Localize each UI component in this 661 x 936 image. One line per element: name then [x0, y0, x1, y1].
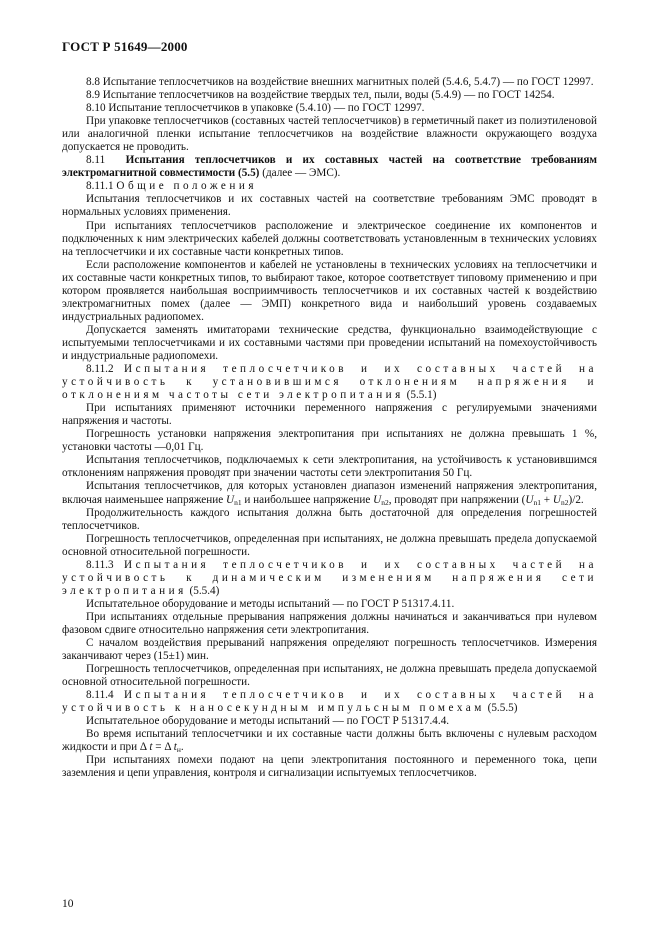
subscript: n2: [561, 497, 569, 507]
paragraph-dynamic-2: При испытаниях отдельные прерывания напряжения должны начинаться и заканчиваться при нулевом фазовом сдвиге относительно напряжения сети электропитания.: [62, 610, 597, 636]
paragraph-8-8: 8.8 Испытание теплосчетчиков на воздействие внешних магнитных полей (5.4.6, 5.4.7) — по ГОСТ 12997.: [86, 76, 594, 88]
paragraph-dynamic-3: С началом воздействия прерываний напряжения определяют погрешность теплосчетчиков. Измерения заканчивают через (15±1) мин.: [62, 637, 597, 663]
text-run: Во время испытаний теплосчетчики и их составные части должны быть включены с нулевым расходом жидкости и при Δ: [62, 728, 597, 754]
paragraph-voltage-1: При испытаниях применяют источники переменного напряжения с регулируемыми значениями напряжения и частоты.: [62, 402, 597, 428]
page-number: 10: [62, 898, 74, 910]
section-8-11-2-heading: [62, 363, 597, 402]
section-title: Испытания теплосчетчиков и их составных частей на соответствие требованиям электромагнитной совместимости (5.5): [62, 154, 598, 180]
paragraph-dynamic-4: Погрешность теплосчетчиков, определенная при испытаниях, не должна превышать предела допускаемой основной относительной погрешности.: [62, 663, 597, 689]
section-number: 8.11.3: [86, 558, 114, 571]
section-number: 8.11: [86, 154, 106, 167]
section-number: 8.11.1: [86, 180, 114, 193]
section-title: Испытания теплосчетчиков и их составных частей на устойчивость к наносекундным импульсным помехам: [62, 689, 598, 715]
paragraph-voltage-5: Продолжительность каждого испытания должна быть достаточной для определения погрешностей теплосчетчиков.: [62, 506, 597, 532]
paragraph-nanosecond-1: Испытательное оборудование и методы испытаний — по ГОСТ Р 51317.4.4.: [86, 715, 450, 728]
subscript: n1: [234, 497, 242, 507]
section-title: Испытания теплосчетчиков и их составных частей на устойчивость к установившимся отклонениям напряжения и отклонениям частоты сети электропитания: [62, 363, 598, 402]
paragraph-general-4: Допускается заменять имитаторами технические средства, функционально взаимодействующие с испытуемыми теплосчетчиками и их составными частями при проведении испытаний на помехоустойчивость и индустриальные радиопомехи.: [62, 323, 597, 362]
symbol-t: t: [149, 741, 153, 754]
text-run: и наибольшее напряжение: [241, 493, 374, 506]
paragraph-8-9: 8.9 Испытание теплосчетчиков на воздействие твердых тел, пыли, воды (5.4.9) — по ГОСТ 14254.: [86, 89, 555, 102]
section-number: 8.11.4: [86, 689, 114, 702]
symbol-u: U: [552, 493, 561, 506]
text-run: Испытания теплосчетчиков, для которых установлен диапазон изменений напряжения электропитания, включая наименьшее напряжение: [62, 480, 597, 506]
text-run: .: [180, 741, 184, 754]
paragraph-general-3: Если расположение компонентов и кабелей не установлены в технических условиях на теплосчетчики и их составные части конкретных типов, то выбирают такое, которое соответствует типовому применению и при котором проявляется наибольшая восприимчивость теплосчетчиков и их составных частей к воздействию электромагнитных помех (далее — ЭМП) конкретного вида и наибольший уровень создаваемых индустриальных радиопомех.: [62, 258, 597, 323]
paragraph-nanosecond-2: [62, 728, 597, 754]
document-body: [62, 76, 597, 781]
text-run: = Δ: [152, 741, 174, 754]
text-run: +: [541, 493, 553, 506]
text-run: )/2.: [568, 493, 584, 506]
section-ref: (5.5.1): [403, 389, 437, 402]
paragraph-8-10: 8.10 Испытание теплосчетчиков в упаковке (5.4.10) — по ГОСТ 12997.: [86, 102, 425, 115]
symbol-u: U: [525, 493, 534, 506]
subscript: n1: [533, 497, 541, 507]
section-8-11-3-heading: [62, 559, 597, 598]
section-tail: (далее — ЭМС).: [259, 167, 341, 180]
paragraph-dynamic-1: Испытательное оборудование и методы испытаний — по ГОСТ Р 51317.4.11.: [86, 597, 455, 610]
section-8-11-1-heading: [62, 180, 597, 193]
paragraph-general-1: Испытания теплосчетчиков и их составных частей на соответствие требованиям ЭМС проводят в нормальных условиях применения.: [62, 193, 597, 219]
paragraph-voltage-3: Испытания теплосчетчиков, подключаемых к сети электропитания, на устойчивость к установившимся отклонениям напряжения проводят при значении частоты сети электропитания 50 Гц.: [62, 454, 597, 480]
paragraph-nanosecond-3: При испытаниях помехи подают на цепи электропитания постоянного и переменного тока, цепи заземления и цепи управления, контроля и сигнализации испытуемых теплосчетчиков.: [62, 754, 597, 780]
section-ref: (5.5.5): [484, 702, 518, 715]
paragraph-general-2: При испытаниях теплосчетчиков расположение и электрическое соединение их компонентов и подключенных к ним электрических кабелей должны соответствовать установленным в технических условиях на теплосчетчики и их составные части конкретных типов.: [62, 219, 597, 258]
symbol-t: t: [173, 741, 177, 754]
section-8-11-heading: [62, 154, 597, 180]
paragraph-voltage-6: Погрешность теплосчетчиков, определенная при испытаниях, не должна превышать предела допускаемой основной относительной погрешности.: [62, 532, 597, 558]
text-run: , проводят при напряжении (: [388, 493, 526, 506]
section-8-11-4-heading: [62, 689, 597, 715]
section-ref: (5.5.4): [186, 584, 220, 597]
paragraph-packaging: При упаковке теплосчетчиков (составных частей теплосчетчиков) в герметичный пакет из полиэтиленовой или аналогичной пленки испытание теплосчетчиков на воздействие влажности окружающего воздуха допускается не проводить.: [62, 115, 597, 154]
subscript: н: [176, 745, 181, 755]
paragraph-voltage-4: [62, 480, 597, 506]
paragraph-voltage-2: Погрешность установки напряжения электропитания при испытаниях не должна превышать 1 %, установки частоты —0,01 Гц.: [62, 428, 597, 454]
section-title: Общие положения: [116, 180, 257, 193]
document-header: ГОСТ Р 51649—2000: [62, 39, 188, 54]
symbol-u: U: [226, 493, 235, 506]
section-number: 8.11.2: [86, 363, 114, 376]
section-title: Испытания теплосчетчиков и их составных частей на устойчивость к динамическим изменениям напряжения сети электропитания: [62, 558, 598, 597]
symbol-u: U: [373, 493, 382, 506]
subscript: n2: [381, 497, 389, 507]
